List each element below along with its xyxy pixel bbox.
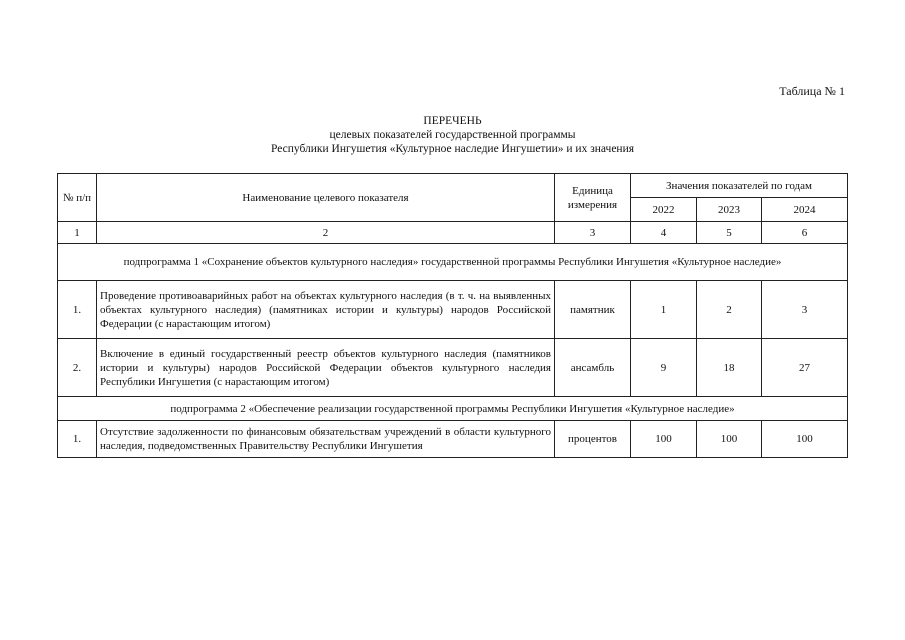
col-number: 2: [97, 222, 555, 244]
indicator-unit: памятник: [555, 281, 631, 339]
col-number: 4: [631, 222, 697, 244]
section-row: [58, 397, 848, 421]
value-2024: 3: [762, 281, 848, 339]
header-name: Наименование целевого показателя: [97, 174, 555, 222]
col-number: 1: [58, 222, 97, 244]
section-title: подпрограмма 1 «Сохранение объектов культурного наследия» государственной программы Республики Ингушетия «Культурное наследие»: [58, 244, 848, 281]
value-2022: 1: [631, 281, 697, 339]
indicator-name: Проведение противоаварийных работ на объектах культурного наследия (в т. ч. на выявленных объектах культурного наследия) (памятниках истории и культуры) народов Российской Федерации (с нарастающим итогом): [97, 281, 555, 339]
table-row: [58, 281, 848, 339]
row-number: 1.: [58, 421, 97, 458]
section-title: подпрограмма 2 «Обеспечение реализации государственной программы Республики Ингушетия «Культурное наследие»: [58, 397, 848, 421]
value-2023: 100: [697, 421, 762, 458]
row-number: 2.: [58, 339, 97, 397]
indicator-name: Отсутствие задолженности по финансовым обязательствам учреждений в области культурного наследия, подведомственных Правительству Республики Ингушетия: [97, 421, 555, 458]
indicator-unit: процентов: [555, 421, 631, 458]
header-values: Значения показателей по годам: [631, 174, 848, 198]
value-2022: 9: [631, 339, 697, 397]
section-row: [58, 244, 848, 281]
value-2023: 18: [697, 339, 762, 397]
row-number: 1.: [58, 281, 97, 339]
indicator-unit: ансамбль: [555, 339, 631, 397]
header-unit: Единица измерения: [555, 174, 631, 222]
table-number-label: Таблица № 1: [779, 84, 845, 98]
header-year-2022: 2022: [631, 198, 697, 222]
heading-line-3: Республики Ингушетия «Культурное наследие Ингушетии» и их значения: [270, 143, 635, 155]
col-number: 5: [697, 222, 762, 244]
column-numbers-row: [58, 222, 848, 244]
indicator-name: Включение в единый государственный реестр объектов культурного наследия (памятников истории и культуры) народов Российской Федерации объектов культурного наследия Республики Ингушетия (с нарастающим итогом): [97, 339, 555, 397]
header-num: № п/п: [58, 174, 97, 222]
heading-line-1: ПЕРЕЧЕНЬ: [423, 115, 482, 127]
header-year-2024: 2024: [762, 198, 848, 222]
value-2022: 100: [631, 421, 697, 458]
col-number: 6: [762, 222, 848, 244]
col-number: 3: [555, 222, 631, 244]
document-heading: [0, 114, 905, 156]
table-row: [58, 421, 848, 458]
value-2024: 27: [762, 339, 848, 397]
table-row: [58, 339, 848, 397]
heading-line-2: целевых показателей государственной программы: [329, 129, 576, 141]
value-2024: 100: [762, 421, 848, 458]
value-2023: 2: [697, 281, 762, 339]
indicators-table: [57, 173, 848, 458]
header-year-2023: 2023: [697, 198, 762, 222]
